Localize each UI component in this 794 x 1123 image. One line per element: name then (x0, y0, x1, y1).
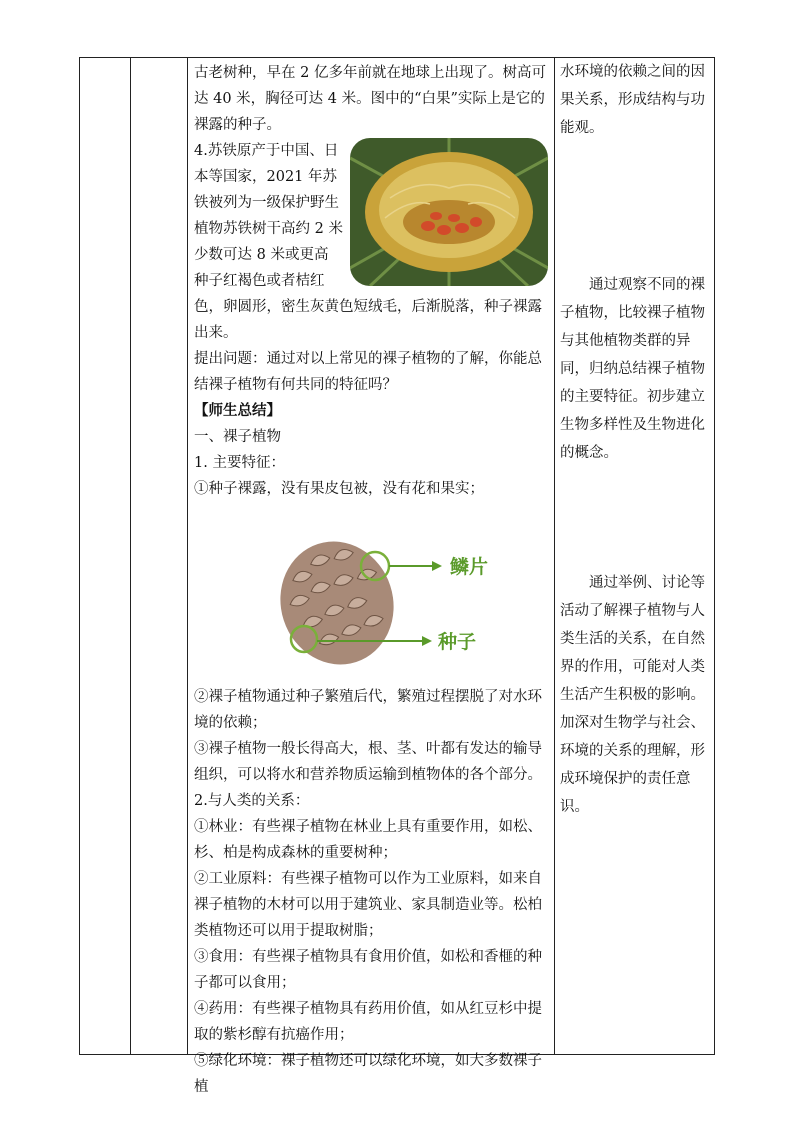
seed-label: 种子 (438, 631, 477, 653)
intent-text: 通过举例、讨论等活动了解裸子植物与人类生活的关系，在自然界的作用，可能对人类生活产生积极的影响。加深对生物学与社会、环境的关系的理解，形成环境保护的责任意识。 (560, 575, 705, 815)
section-heading: 一、裸子植物 (194, 429, 281, 445)
relation-item: ⑤绿化环境：裸子植物还可以绿化环境，如大多数裸子植 (194, 1053, 542, 1095)
cycad-block (194, 138, 554, 346)
feature-item: ①种子裸露，没有果皮包被，没有花和果实； (194, 481, 484, 497)
teaching-content-cell (188, 58, 554, 1100)
relation-item: ③食用：有些裸子植物具有食用价值，如松和香榧的种子都可以食用； (194, 949, 542, 991)
relation-item: ④药用：有些裸子植物具有药用价值，如从红豆杉中提取的紫杉醇有抗癌作用； (194, 1001, 542, 1043)
subheading-features: 1. 主要特征： (194, 455, 285, 471)
feature-item: ②裸子植物通过种子繁殖后代，繁殖过程摆脱了对水环境的依赖； (194, 689, 542, 731)
question-paragraph: 提出问题：通过对以上常见的裸子植物的了解，你能总结裸子植物有何共同的特征吗？ (194, 351, 542, 393)
column-divider (130, 58, 131, 1054)
relation-item: ②工业原料：有些裸子植物可以作为工业原料，如来自裸子植物的木材可以用于建筑业、家具制造业等。松柏类植物还可以用于提取树脂； (194, 871, 542, 939)
design-intent-cell (555, 58, 714, 821)
pine-cone-figure (262, 528, 512, 678)
lesson-table (79, 57, 715, 1095)
feature-item: ③裸子植物一般长得高大，根、茎、叶都有发达的输导组织，可以将水和营养物质运输到植物体的各个部分。 (194, 741, 542, 783)
intent-text: 通过观察不同的裸子植物，比较裸子植物与其他植物类群的异同，归纳总结裸子植物的主要特征。初步建立生物多样性及生物进化的概念。 (560, 277, 705, 461)
relation-item: ①林业：有些裸子植物在林业上具有重要作用，如松、杉、柏是构成森林的重要树种； (194, 819, 542, 861)
scale-label: 鳞片 (450, 556, 489, 578)
ginkgo-paragraph: 古老树种，早在 2 亿多年前就在地球上出现了。树高可达 40 米，胸径可达 4 米。图中的“白果”实际上是它的裸露的种子。 (194, 65, 546, 133)
intent-text: 水环境的依赖之间的因果关系，形成结构与功能观。 (560, 64, 705, 136)
summary-heading: 【师生总结】 (194, 402, 281, 419)
pine-cone-illustration (262, 528, 512, 678)
subheading-relations: 2.与人类的关系： (194, 793, 310, 809)
cycad-paragraph: 4.苏铁原产于中国、日本等国家，2021 年苏铁被列为一级保护野生植物苏铁树干高约 2 米少数可达 8 米或更高 种子红褐色或者桔红色，卵圆形，密生灰黄色短绒毛，后渐脱落，种子裸露出来。 (194, 143, 542, 341)
cycad-photo (350, 138, 548, 286)
